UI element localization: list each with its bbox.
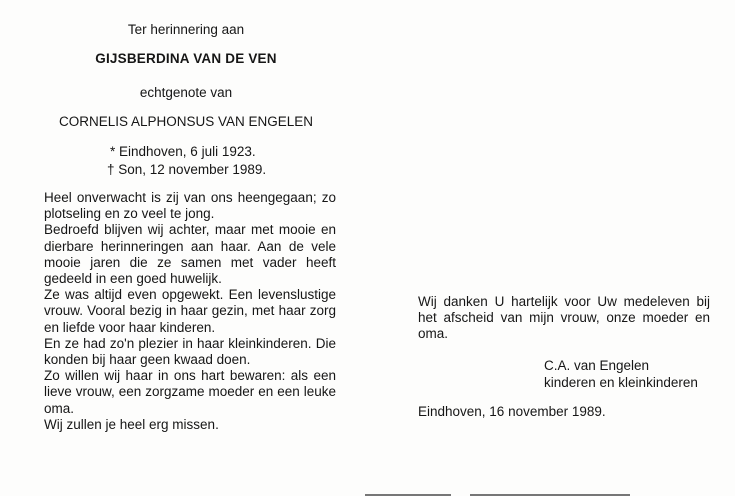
paragraph: Bedroefd blijven wij achter, maar met mooie en dierbare herinneringen aan haar. Aan de vele mooie jaren die ze samen met vader heeft gedeeld in een goed huwelijk.	[44, 222, 336, 287]
intro-text: Ter herinnering aan	[127, 22, 245, 37]
paragraph: En ze had zo'n plezier in haar kleinkinderen. Die konden bij haar geen kwaad doen.	[44, 335, 336, 368]
paragraph: Heel onverwacht is zij van ons heengegaan; zo plotseling en zo veel te jong.	[44, 190, 336, 222]
place-date: Eindhoven, 16 november 1989.	[418, 404, 606, 419]
memorial-text	[44, 190, 336, 433]
signature-name: C.A. van Engelen	[544, 358, 650, 373]
deceased-name: GIJSBERDINA VAN DE VEN	[95, 51, 277, 66]
paragraph: Wij zullen je heel erg missen.	[44, 416, 219, 432]
right-panel	[418, 294, 710, 419]
thanks-text: Wij danken U hartelijk voor Uw medeleven bij het afscheid van mijn vrouw, onze moeder en oma.	[418, 294, 710, 342]
relation-text: echtgenote van	[139, 85, 233, 100]
death-date: † Son, 12 november 1989.	[107, 162, 267, 177]
signature-family: kinderen en kleinkinderen	[544, 375, 698, 390]
paragraph: Zo willen wij haar in ons hart bewaren: als een lieve vrouw, een zorgzame moeder en een leuke oma.	[44, 368, 336, 416]
paragraph: Ze was altijd even opgewekt. Een levenslustige vrouw. Vooral bezig in haar gezin, met haar zorg en liefde voor haar kinderen.	[44, 287, 336, 335]
birth-date: * Eindhoven, 6 juli 1923.	[110, 144, 256, 159]
spouse-name: CORNELIS ALPHONSUS VAN ENGELEN	[58, 114, 314, 129]
